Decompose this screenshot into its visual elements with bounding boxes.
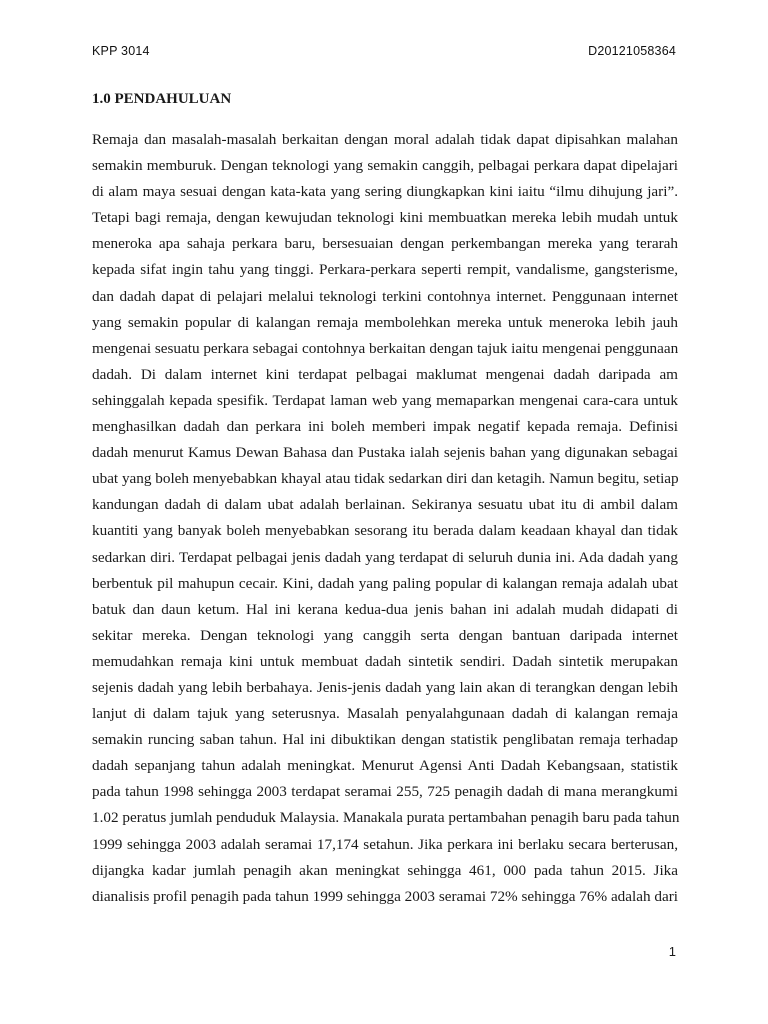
text-line: semakin memburuk. Dengan teknologi yang semakin canggih, pelbagai perkara dapat dipelajari (92, 157, 678, 175)
text-line: memudahkan remaja kini untuk membuat dadah sintetik sendiri. Dadah sintetik merupakan (92, 652, 678, 670)
text-line: sedarkan diri. Terdapat pelbagai jenis dadah yang terdapat di seluruh dunia ini. Ada dadah yang (92, 548, 678, 566)
text-line: 1999 sehingga 2003 adalah seramai 17,174 setahun. Jika perkara ini berlaku secara berterusan, (92, 835, 678, 853)
text-line: Remaja dan masalah-masalah berkaitan dengan moral adalah tidak dapat dipisahkan malahan (92, 131, 678, 148)
text-line: meneroka apa sahaja perkara baru, bersesuaian dengan perkembangan mereka yang terarah (92, 235, 678, 253)
text-line: dijangka kadar jumlah penagih akan meningkat sehingga 461, 000 pada tahun 2015. Jika (92, 861, 678, 879)
text-line: menghasilkan dadah dan perkara ini boleh memberi impak negatif kepada remaja. Definisi (92, 418, 678, 436)
text-line: 1.02 peratus jumlah penduduk Malaysia. Manakala purata pertambahan penagih baru pada tahun (92, 809, 680, 827)
page-number: 1 (668, 944, 676, 959)
page-header (92, 44, 676, 58)
text-line: Tetapi bagi remaja, dengan kewujudan teknologi kini membuatkan mereka lebih mudah untuk (92, 209, 678, 227)
text-line: yang semakin popular di kalangan remaja membolehkan mereka untuk meneroka lebih jauh (92, 313, 678, 331)
student-id: D20121058364 (588, 44, 676, 58)
text-line: kuantiti yang banyak boleh menyebabkan sesorang itu berada dalam keadaan khayal dan tidak (92, 522, 678, 540)
text-line: lanjut di dalam tajuk yang seterusnya. Masalah penyalahgunaan dadah di kalangan remaja (92, 705, 678, 723)
text-line: dadah. Di dalam internet kini terdapat pelbagai maklumat mengenai dadah daripada am (92, 365, 678, 383)
text-line: dianalisis profil penagih pada tahun 1999 sehingga 2003 seramai 72% sehingga 76% adalah dari (92, 887, 678, 905)
text-line: dadah sepanjang tahun adalah meningkat. Menurut Agensi Anti Dadah Kebangsaan, statistik (92, 757, 678, 775)
text-line: berbentuk pil mahupun cecair. Kini, dadah yang paling popular di kalangan remaja adalah ubat (92, 574, 678, 592)
course-code: KPP 3014 (92, 44, 150, 58)
text-line: sejenis dadah yang lebih berbahaya. Jenis-jenis dadah yang lain akan di terangkan dengan lebih (92, 678, 678, 696)
text-line: semakin runcing saban tahun. Hal ini dibuktikan dengan statistik penglibatan remaja terhadap (92, 731, 678, 749)
text-line: kandungan dadah di dalam ubat adalah berlainan. Sekiranya sesuatu ubat itu di ambil dalam (92, 496, 678, 514)
section-heading: 1.0 PENDAHULUAN (92, 91, 232, 107)
text-line: di alam maya sesuai dengan kata-kata yang sering diungkapkan kini iaitu “ilmu dihujung jari”. (92, 183, 678, 201)
text-line: sekitar mereka. Dengan teknologi yang canggih serta dengan bantuan daripada internet (92, 626, 678, 644)
body-paragraph (92, 127, 678, 910)
text-line: kepada sifat ingin tahu yang tinggi. Perkara-perkara seperti rempit, vandalisme, gangsterisme, (92, 261, 678, 279)
text-line: mengenai sesuatu perkara sebagai contohnya berkaitan dengan tajuk iaitu mengenai penggunaan (92, 339, 679, 357)
text-line: dan dadah dapat di pelajari melalui teknologi terkini contohnya internet. Penggunaan internet (92, 287, 678, 305)
text-line: batuk dan daun ketum. Hal ini kerana kedua-dua jenis bahan ini adalah mudah didapati di (92, 600, 678, 618)
text-line: dadah menurut Kamus Dewan Bahasa dan Pustaka ialah sejenis bahan yang digunakan sebagai (92, 444, 678, 462)
text-line: sehinggalah kepada spesifik. Terdapat laman web yang memaparkan mengenai cara-cara untuk (92, 391, 678, 409)
text-line: ubat yang boleh menyebabkan khayal atau tidak sedarkan diri dan ketagih. Namun begitu, setiap (92, 470, 679, 488)
text-line: pada tahun 1998 sehingga 2003 terdapat seramai 255, 725 penagih dadah di mana merangkumi (92, 783, 678, 801)
